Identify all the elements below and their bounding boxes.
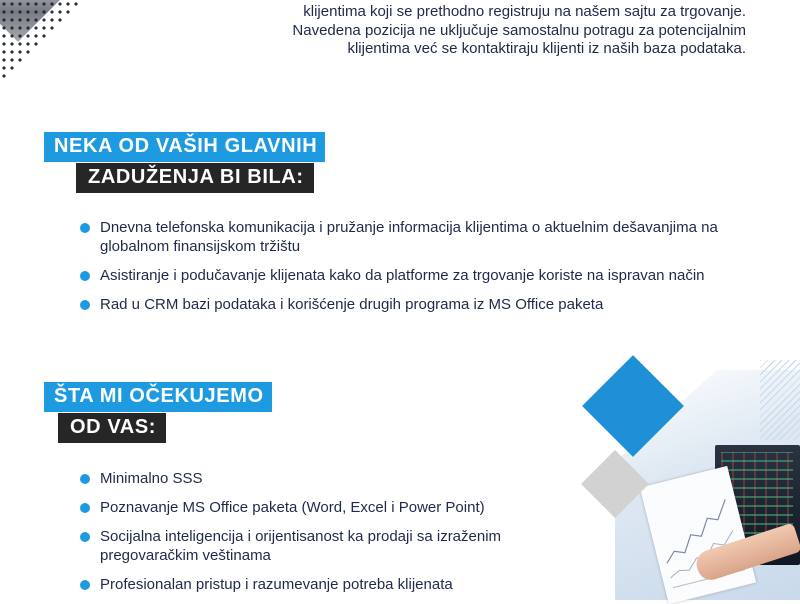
intro-line: klijentima koji se prethodno registruju na našem sajtu za trgovanje. [303,3,746,20]
list-item [80,295,720,314]
list-item [80,575,590,594]
intro-paragraph [186,3,746,59]
list-item-text: Minimalno SSS [100,470,203,487]
bullet-dot-icon [80,580,90,590]
list-item [80,527,590,565]
dotted-corner-pattern-icon [0,0,85,85]
list-item [80,266,720,285]
bullet-dot-icon [80,474,90,484]
responsibilities-heading-line2: ZADUŽENJA BI BILA: [76,163,314,193]
bullet-dot-icon [80,300,90,310]
list-item [80,498,590,517]
bullet-dot-icon [80,532,90,542]
expectations-heading-second [58,413,166,443]
list-item-text: Socijalna inteligencija i orijentisanost ka prodaji sa izraženim pregovaračkim veštinama [100,528,502,564]
list-item-text: Poznavanje MS Office paketa (Word, Excel i Power Point) [100,499,485,516]
list-item-text: Dnevna telefonska komunikacija i pružanje informacija klijentima o aktuelnim dešavanjima na globalnom finansijskom tržištu [100,219,718,255]
bullet-dot-icon [80,503,90,513]
expectations-heading-line2: OD VAS: [58,413,166,443]
responsibilities-list [80,218,720,314]
stripe-pattern [760,360,800,440]
list-item [80,218,720,256]
list-item [80,469,590,488]
bullet-dot-icon [80,223,90,233]
list-item-text: Asistiranje i podučavanje klijenata kako da platforme za trgovanje koriste na ispravan način [100,267,705,284]
list-item-text: Rad u CRM bazi podataka i korišćenje drugih programa iz MS Office paketa [100,296,604,313]
expectations-heading [44,382,272,412]
responsibilities-heading-line1: NEKA OD VAŠIH GLAVNIH [44,132,325,162]
bullet-dot-icon [80,271,90,281]
responsibilities-heading [44,132,325,162]
paper-graph [648,477,748,593]
illustration [575,360,800,600]
expectations-heading-line1: ŠTA MI OČEKUJEMO [44,382,272,412]
intro-line: klijentima već se kontaktiraju klijenti iz naših baza podataka. [347,40,746,57]
intro-line: Navedena pozicija ne uključuje samostalnu potragu za potencijalnim [292,21,746,39]
corner-decoration [0,0,90,90]
expectations-list [80,469,590,594]
list-item-text: Profesionalan pristup i razumevanje potreba klijenata [100,576,453,593]
responsibilities-heading-second [76,163,314,193]
